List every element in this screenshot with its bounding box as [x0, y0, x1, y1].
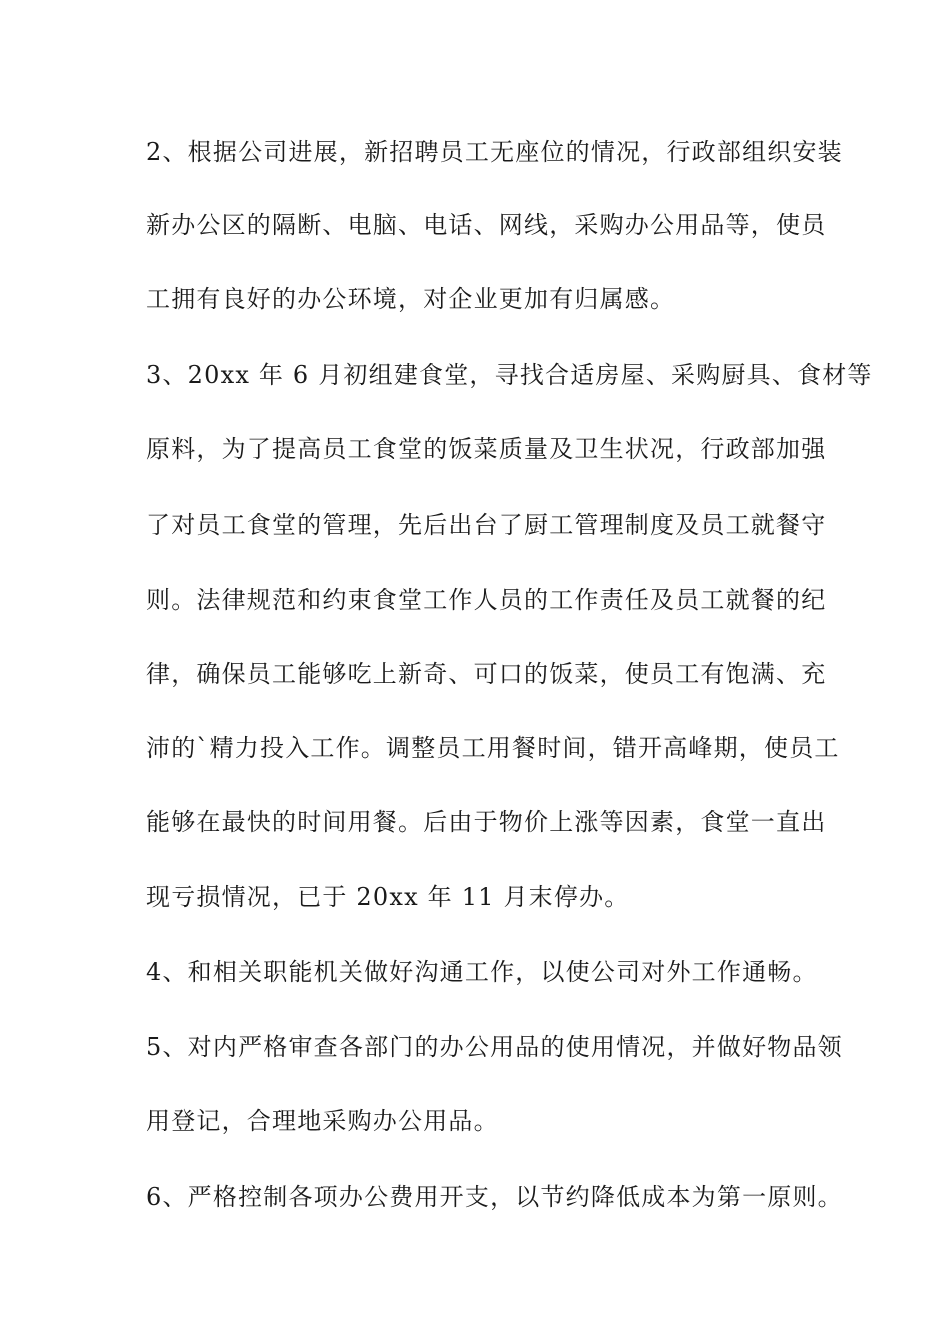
paragraph-3-line-7: 能够在最快的时间用餐。后由于物价上涨等因素，食堂一直出: [146, 808, 827, 836]
paragraph-3-line-3: 了对员工食堂的管理，先后出台了厨工管理制度及员工就餐守: [146, 511, 827, 539]
paragraph-3-line-8: 现亏损情况，已于 20xx 年 11 月末停办。: [146, 883, 630, 911]
paragraph-2-line-3: 工拥有良好的办公环境，对企业更加有归属感。: [146, 285, 676, 313]
paragraph-2-line-2: 新办公区的隔断、电脑、电话、网线，采购办公用品等，使员: [146, 211, 827, 239]
paragraph-3-line-1: 3、20xx 年 6 月初组建食堂，寻找合适房屋、采购厨具、食材等: [146, 361, 873, 389]
paragraph-2-line-1: 2、根据公司进展，新招聘员工无座位的情况，行政部组织安装: [146, 138, 843, 166]
paragraph-3-line-4: 则。法律规范和约束食堂工作人员的工作责任及员工就餐的纪: [146, 586, 827, 614]
paragraph-5-line-2: 用登记，合理地采购办公用品。: [146, 1107, 499, 1135]
paragraph-3-line-5: 律，确保员工能够吃上新奇、可口的饭菜，使员工有饱满、充: [146, 660, 827, 688]
paragraph-5-line-1: 5、对内严格审查各部门的办公用品的使用情况，并做好物品领: [146, 1033, 843, 1061]
paragraph-4-line-1: 4、和相关职能机关做好沟通工作，以使公司对外工作通畅。: [146, 958, 818, 986]
paragraph-6-line-1: 6、严格控制各项办公费用开支，以节约降低成本为第一原则。: [146, 1183, 843, 1211]
paragraph-3-line-6: 沛的`精力投入工作。调整员工用餐时间，错开高峰期，使员工: [146, 734, 840, 762]
paragraph-3-line-2: 原料，为了提高员工食堂的饭菜质量及卫生状况，行政部加强: [146, 435, 827, 463]
